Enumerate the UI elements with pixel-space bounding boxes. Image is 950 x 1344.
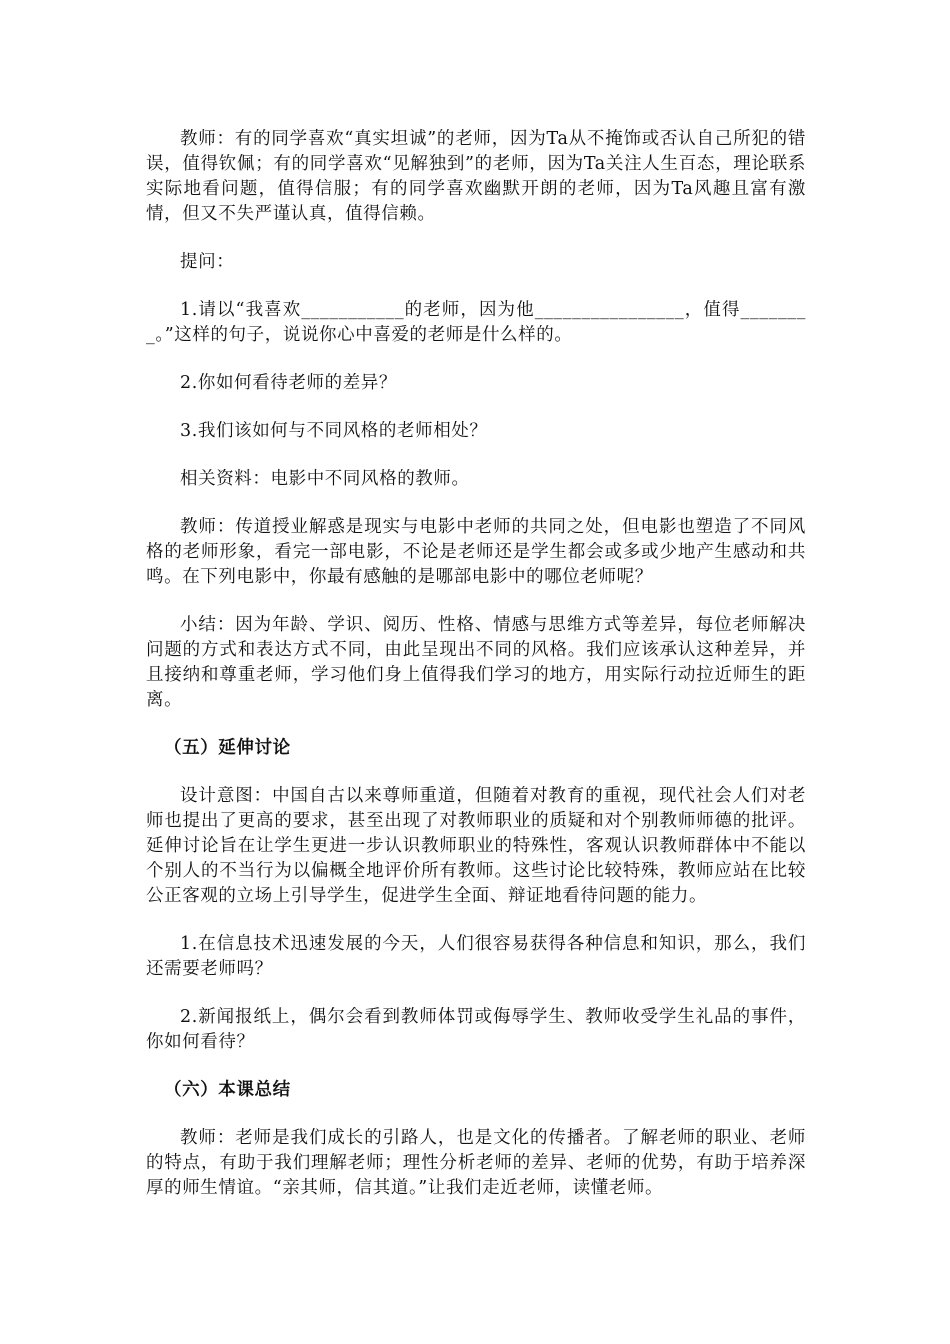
- section-heading-extended-discussion: （五）延伸讨论: [164, 738, 291, 758]
- teacher-intro-paragraph: 教师：有的同学喜欢“真实坦诚”的老师，因为Ta从不掩饰或否认自己所犯的错误，值得钦佩；有的同学喜欢“见解独到”的老师，因为Ta关注人生百态，理论联系实际地看问题，值得信服；有的同学喜欢幽默开朗的老师，因为Ta风趣且富有激情，但又不失严谨认真，值得信赖。: [146, 129, 806, 224]
- question-3: 3.我们该如何与不同风格的老师相处？: [180, 421, 488, 441]
- discussion-question-2: 2.新闻报纸上，偶尔会看到教师体罚或侮辱学生、教师收受学生礼品的事件，你如何看待？: [146, 1007, 806, 1052]
- design-intent-paragraph: 设计意图：中国自古以来尊师重道，但随着对教育的重视，现代社会人们对老师也提出了更高的要求，甚至出现了对教师职业的质疑和对个别教师师德的批评。延伸讨论旨在让学生更进一步认识教师职业的特殊性，客观认识教师群体中不能以个别人的不当行为以偏概全地评价所有教师。这些讨论比较特殊，教师应站在比较公正客观的立场上引导学生，促进学生全面、辩证地看待问题的能力。: [146, 786, 806, 906]
- summary-paragraph: 小结：因为年龄、学识、阅历、性格、情感与思维方式等差异，每位老师解决问题的方式和表达方式不同，由此呈现出不同的风格。我们应该承认这种差异，并且接纳和尊重老师，学习他们身上值得我们学习的地方，用实际行动拉近师生的距离。: [146, 615, 806, 710]
- question-label: 提问：: [180, 252, 235, 272]
- related-material: 相关资料：电影中不同风格的教师。: [180, 469, 470, 489]
- teacher-movie-paragraph: 教师：传道授业解惑是现实与电影中老师的共同之处，但电影也塑造了不同风格的老师形象，看完一部电影，不论是老师还是学生都会或多或少地产生感动和共鸣。在下列电影中，你最有感触的是哪部电影中的哪位老师呢？: [146, 517, 806, 587]
- question-1: 1.请以“我喜欢___________的老师，因为他________________，值得________。”这样的句子，说说你心中喜爱的老师是什么样的。: [146, 300, 806, 345]
- discussion-question-1: 1.在信息技术迅速发展的今天，人们很容易获得各种信息和知识，那么，我们还需要老师吗？: [146, 934, 806, 979]
- document-page: [146, 127, 806, 1201]
- section-heading-lesson-summary: （六）本课总结: [164, 1080, 291, 1100]
- question-2: 2.你如何看待老师的差异？: [180, 373, 397, 393]
- lesson-summary-paragraph: 教师：老师是我们成长的引路人，也是文化的传播者。了解老师的职业、老师的特点，有助于我们理解老师；理性分析老师的差异、老师的优势，有助于培养深厚的师生情谊。“亲其师，信其道。”让我们走近老师，读懂老师。: [146, 1128, 806, 1198]
